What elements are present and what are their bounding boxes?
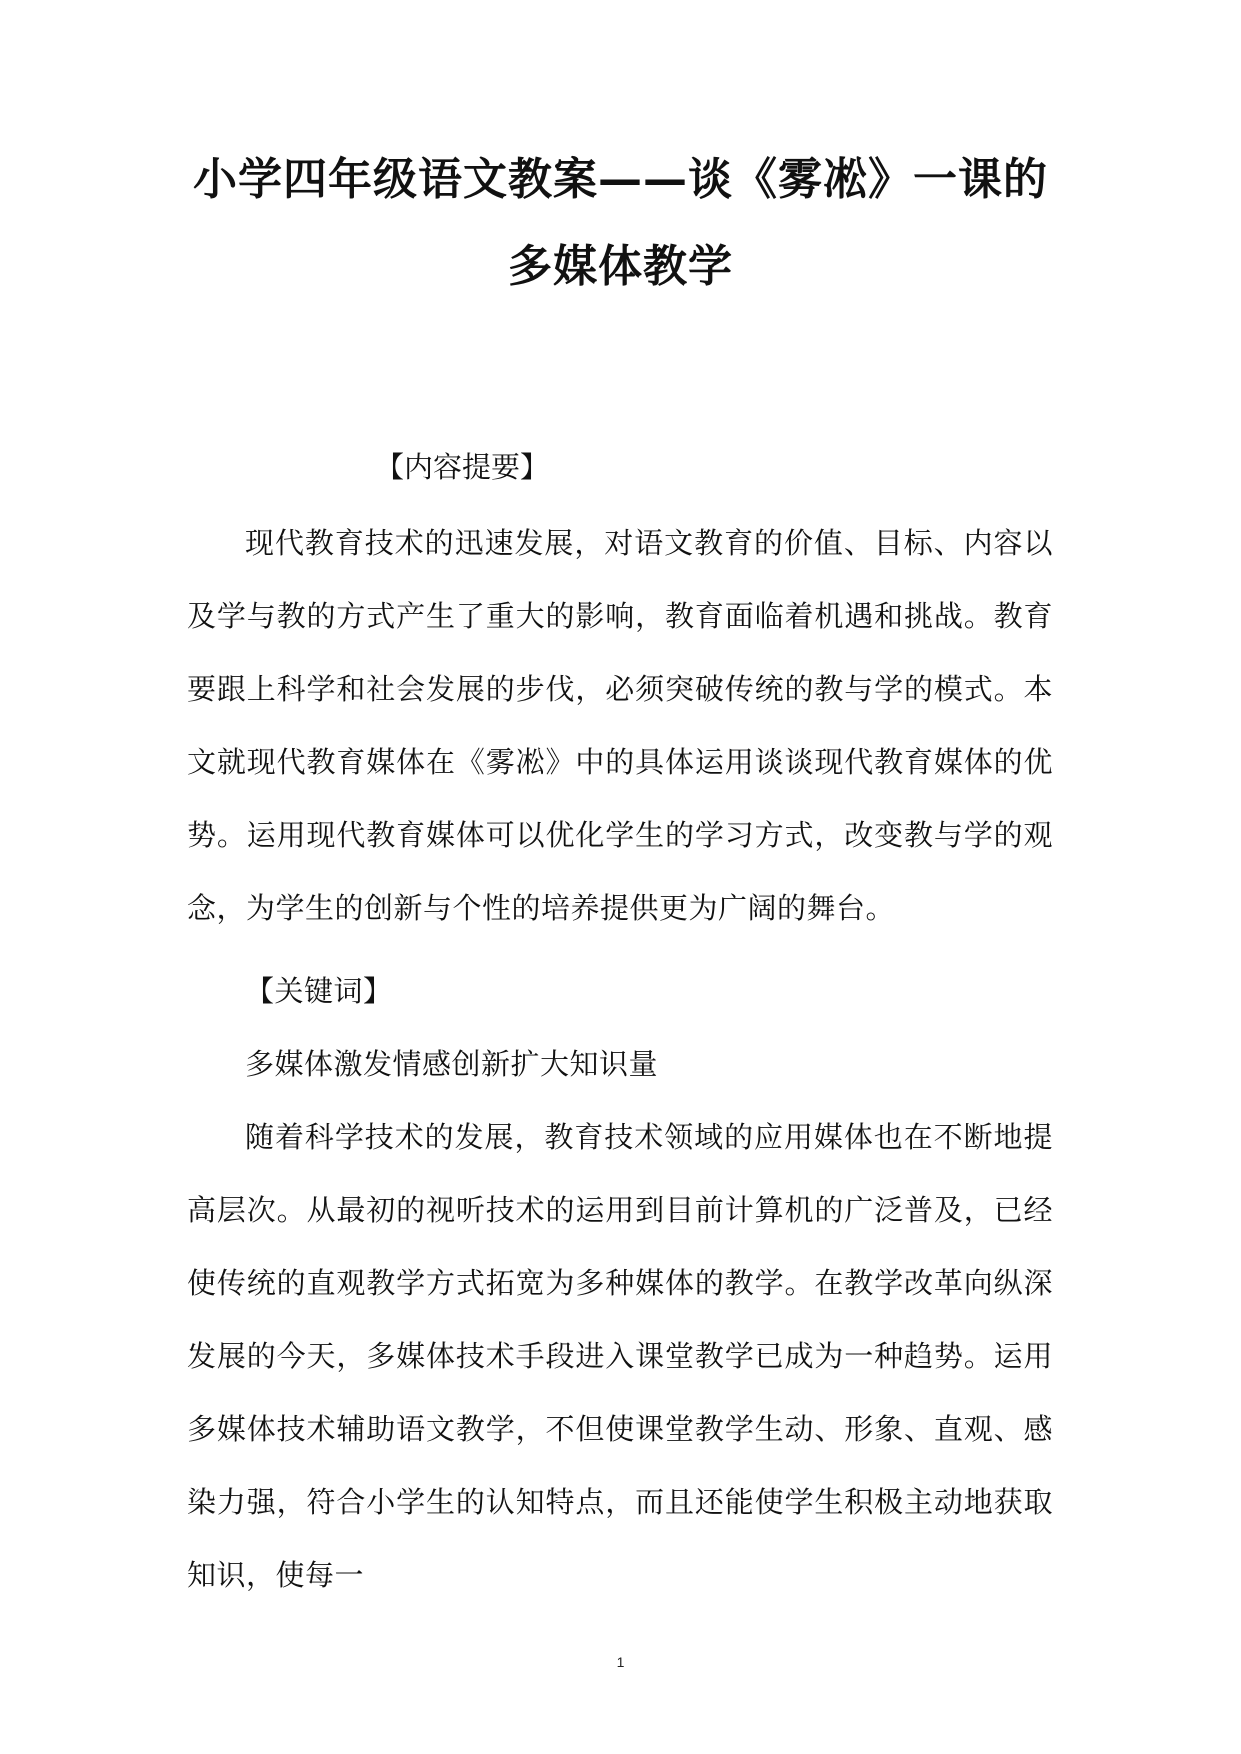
intro-paragraph: 随着科学技术的发展，教育技术领域的应用媒体也在不断地提高层次。从最初的视听技术的运用到目前计算机的广泛普及，已经使传统的直观教学方式拓宽为多种媒体的教学。在教学改革向纵深发展的今天，多媒体技术手段进入课堂教学已成为一种趋势。运用多媒体技术辅助语文教学，不但使课堂教学生动、形象、直观、感染力强，符合小学生的认知特点，而且还能使学生积极主动地获取知识，使每一 bbox=[187, 1120, 1053, 1592]
keywords-heading: 【关键词】 bbox=[245, 974, 393, 1008]
summary-heading: 【内容提要】 bbox=[375, 450, 550, 484]
keywords-text: 多媒体激发情感创新扩大知识量 bbox=[245, 1047, 659, 1081]
page-number: 1 bbox=[616, 1654, 625, 1670]
document-title-line-1: 小学四年级语文教案——谈《雾凇》一课的 bbox=[193, 154, 1048, 205]
keywords-section bbox=[187, 955, 1053, 1612]
summary-paragraph: 现代教育技术的迅速发展，对语文教育的价值、目标、内容以及学与教的方式产生了重大的影响，教育面临着机遇和挑战。教育要跟上科学和社会发展的步伐，必须突破传统的教与学的模式。本文就现代教育媒体在《雾凇》中的具体运用谈谈现代教育媒体的优势。运用现代教育媒体可以优化学生的学习方式，改变教与学的观念，为学生的创新与个性的培养提供更为广阔的舞台。 bbox=[187, 526, 1053, 925]
summary-section bbox=[187, 507, 1053, 945]
document-title-line-2: 多媒体教学 bbox=[508, 241, 733, 292]
